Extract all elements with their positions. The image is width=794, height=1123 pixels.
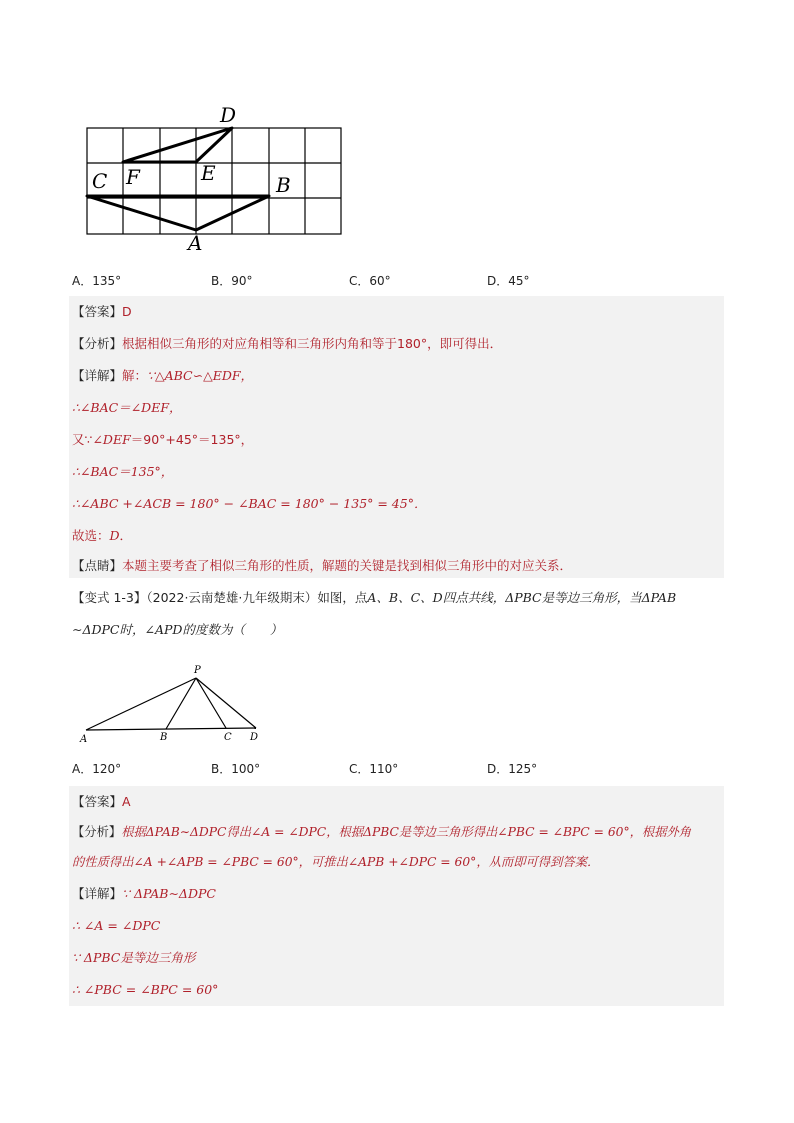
detail-step-6c: ． — [119, 528, 133, 543]
label-a: A — [188, 231, 203, 255]
q2-detail-line-2: ∴ ∠A = ∠DPC — [72, 918, 161, 933]
detail-step-3a: 又∵ — [72, 432, 93, 447]
variant-tag: 【变式 1-3】 — [72, 590, 147, 605]
q2-analysis-line-1 — [72, 822, 691, 842]
q1-detail-line-3 — [72, 430, 253, 450]
q1-option-c[interactable]: C．60° — [349, 274, 391, 288]
line-ad — [86, 728, 256, 730]
answer-tag: 【答案】 — [72, 304, 123, 319]
segment-pd — [196, 678, 256, 728]
label-d: D — [220, 103, 237, 127]
triangle-def — [123, 128, 232, 162]
detail-step-1: ∵△ABC∽△EDF， — [147, 368, 254, 383]
q2-header-line-2: ∼ΔDPC时，∠APD的度数为（ ） — [72, 622, 283, 637]
q2-option-b[interactable]: B．100° — [211, 762, 261, 776]
detail-step-6b: D — [109, 528, 120, 543]
q1-detail-line-4: ∴∠BAC＝135°， — [72, 464, 174, 479]
q1-detail-line-1 — [72, 366, 253, 386]
analysis-number: 180° — [397, 336, 428, 351]
q1-option-a[interactable]: A．135° — [72, 274, 122, 288]
detail-step-3c: ＝90°+45°＝135°， — [130, 432, 254, 447]
detail-step-6a: 故选： — [72, 528, 110, 543]
grid-figure — [80, 100, 350, 260]
triangle-abc — [87, 196, 269, 230]
label-b: B — [276, 173, 291, 197]
answer-value: D — [122, 304, 132, 319]
q1-option-b[interactable]: B．90° — [211, 274, 253, 288]
analysis-text: 根据ΔPAB∼ΔDPC得出∠A = ∠DPC，根据ΔPBC是等边三角形得出∠PBC = ∠BPC = 60°，根据外角 — [121, 825, 692, 839]
segment-pc — [196, 678, 226, 728]
q2-analysis-line-2: 的性质得出∠A +∠APB = ∠PBC = 60°，可推出∠APB +∠DPC = 60°，从而即可得到答案． — [72, 855, 600, 869]
label-b2: B — [160, 732, 168, 743]
detail-tag: 【详解】 — [72, 368, 123, 383]
label-f: F — [126, 165, 140, 189]
label-d2: D — [250, 732, 259, 743]
q2-option-c[interactable]: C．110° — [349, 762, 399, 776]
detail-tag: 【详解】 — [72, 886, 123, 901]
triangle-pad-figure — [70, 660, 280, 750]
q1-detail-line-5: ∴∠ABC +∠ACB = 180° − ∠BAC = 180° − 135° = 45°． — [72, 496, 427, 511]
q1-option-d[interactable]: D．45° — [487, 274, 530, 288]
segment-pa — [86, 678, 196, 730]
analysis-tag: 【分析】 — [72, 336, 123, 351]
q2-header-line-1 — [72, 588, 676, 608]
q2-answer-line — [72, 792, 131, 812]
answer-value: A — [122, 794, 131, 809]
q1-detail-line-6 — [72, 526, 132, 546]
q2-option-a[interactable]: A．120° — [72, 762, 122, 776]
label-a2: A — [80, 734, 88, 745]
q2-detail-line-4: ∴ ∠PBC = ∠BPC = 60° — [72, 982, 219, 997]
analysis-text: 根据相似三角形的对应角相等和三角形内角和等于 — [122, 336, 398, 351]
label-c2: C — [224, 732, 232, 743]
label-c: C — [92, 169, 108, 193]
label-e: E — [201, 161, 216, 185]
answer-tag: 【答案】 — [72, 794, 123, 809]
label-p: P — [194, 665, 201, 676]
question-text: A、B、C、D四点共线，ΔPBC是等边三角形，当ΔPAB — [367, 590, 677, 605]
q2-option-d[interactable]: D．125° — [487, 762, 538, 776]
q2-detail-line-3: ∵ ΔPBC是等边三角形 — [72, 950, 196, 965]
detail-step-1: ∵ ΔPAB∼ΔDPC — [122, 886, 216, 901]
analysis-tag: 【分析】 — [72, 825, 122, 839]
q1-detail-line-2: ∴∠BAC＝∠DEF， — [72, 400, 182, 415]
analysis-tail: ，即可得出． — [427, 336, 503, 351]
comment-tag: 【点睛】 — [72, 558, 123, 573]
question-source: （2022·云南楚雄·九年级期末）如图，点 — [146, 590, 368, 605]
q2-detail-line-1 — [72, 884, 216, 904]
q1-analysis-line — [72, 334, 502, 354]
detail-intro: 解： — [122, 368, 148, 383]
detail-step-3b: ∠DEF — [92, 432, 131, 447]
q1-answer-line — [72, 302, 132, 322]
q1-comment-line — [72, 556, 572, 576]
comment-text: 本题主要考查了相似三角形的性质，解题的关键是找到相似三角形中的对应关系． — [122, 558, 573, 573]
